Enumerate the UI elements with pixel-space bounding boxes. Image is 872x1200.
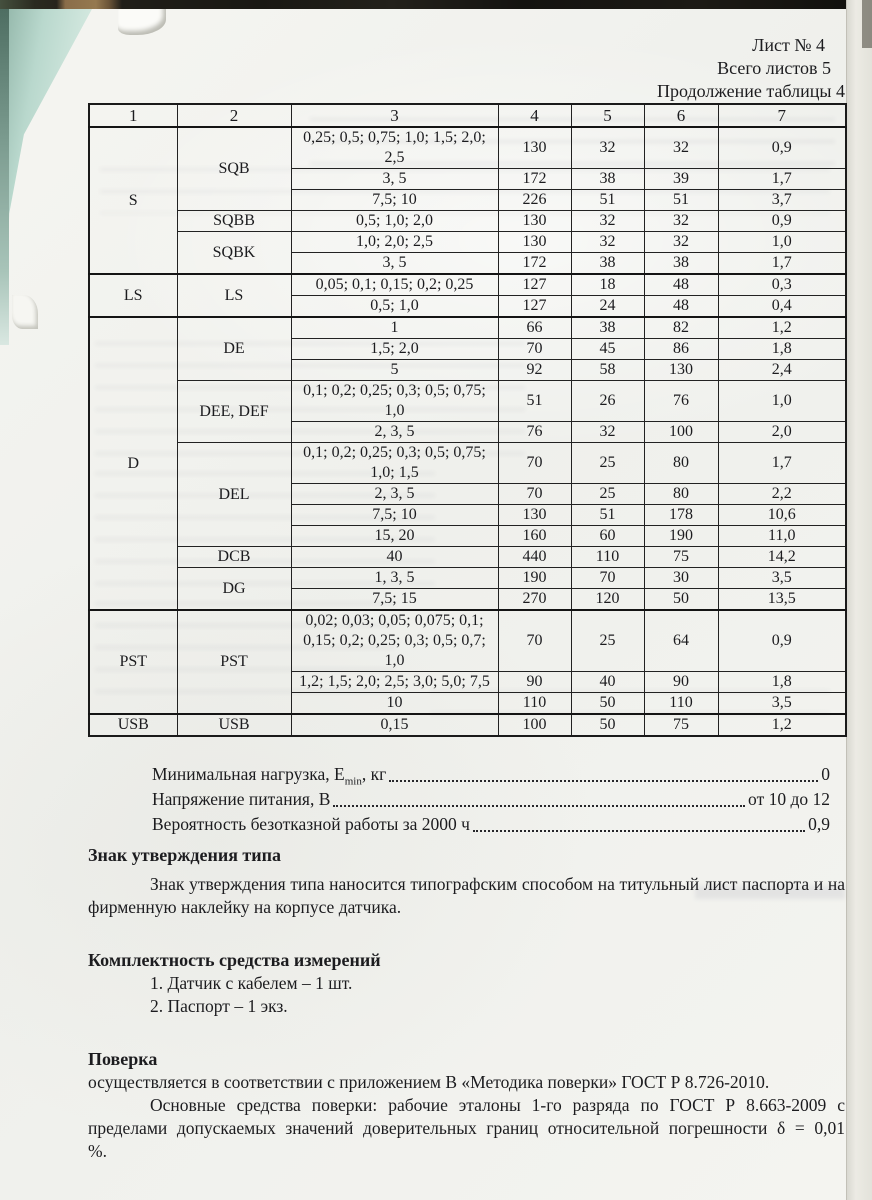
value-cell: 100	[644, 422, 718, 443]
value-cell: 130	[498, 211, 571, 232]
column-header: 7	[718, 104, 846, 127]
value-cell: 25	[571, 443, 644, 484]
value-cell: 75	[644, 714, 718, 736]
scanner-background-left-band	[0, 9, 9, 345]
value-cell: 92	[498, 360, 571, 381]
value-cell: 120	[571, 589, 644, 611]
table-row	[89, 610, 846, 672]
value-cell: 110	[644, 693, 718, 715]
load-range-cell: 2, 3, 5	[291, 422, 498, 443]
value-cell: 18	[571, 274, 644, 296]
spec-line	[152, 812, 830, 837]
value-cell: 38	[571, 253, 644, 275]
table-row	[89, 317, 846, 339]
dotted-leader	[333, 805, 745, 807]
model-label-cell: DEE, DEF	[177, 381, 291, 443]
value-cell: 3,5	[718, 568, 846, 589]
value-cell: 1,0	[718, 232, 846, 253]
verification-paragraph-1: осуществляется в соответствии с приложением В «Методика поверки» ГОСТ Р 8.726-2010.	[88, 1072, 770, 1092]
table-row	[89, 381, 846, 422]
scanner-edge-top	[0, 0, 872, 9]
value-cell: 70	[498, 610, 571, 672]
value-cell: 66	[498, 317, 571, 339]
value-cell: 1,7	[718, 169, 846, 190]
model-label-cell: PST	[177, 610, 291, 714]
value-cell: 48	[644, 274, 718, 296]
model-label-cell: DEL	[177, 443, 291, 547]
value-cell: 130	[498, 505, 571, 526]
spec-value: 0,9	[808, 814, 830, 834]
group-label-cell: USB	[89, 714, 177, 736]
spec-label: Минимальная нагрузка, $E_{min}$, кг	[152, 764, 387, 788]
value-cell: 70	[498, 339, 571, 360]
sheet-header	[88, 34, 845, 103]
load-range-cell: 7,5; 10	[291, 505, 498, 526]
value-cell: 32	[644, 211, 718, 232]
value-cell: 64	[644, 610, 718, 672]
value-cell: 32	[571, 211, 644, 232]
value-cell: 48	[644, 296, 718, 318]
value-cell: 26	[571, 381, 644, 422]
value-cell: 38	[644, 253, 718, 275]
value-cell: 80	[644, 484, 718, 505]
sheet-number-label: Лист № 4	[752, 35, 825, 55]
load-range-cell: 1, 3, 5	[291, 568, 498, 589]
value-cell: 32	[571, 422, 644, 443]
load-range-cell: 0,15	[291, 714, 498, 736]
value-cell: 24	[571, 296, 644, 318]
value-cell: 1,7	[718, 253, 846, 275]
column-header: 1	[89, 104, 177, 127]
spec-leader-lines	[152, 762, 830, 837]
underlying-page-edge	[846, 0, 872, 1200]
model-label-cell: SQBB	[177, 211, 291, 232]
value-cell: 50	[644, 589, 718, 611]
value-cell: 2,0	[718, 422, 846, 443]
paper-fold-curl-top	[118, 9, 166, 35]
model-label-cell: DG	[177, 568, 291, 611]
value-cell: 160	[498, 526, 571, 547]
completeness-item-2: 2. Паспорт – 1 экз.	[150, 996, 288, 1016]
value-cell: 60	[571, 526, 644, 547]
load-range-cell: 0,1; 0,2; 0,25; 0,3; 0,5; 0,75; 1,0; 1,5	[291, 443, 498, 484]
value-cell: 127	[498, 296, 571, 318]
section-title-completeness: Комплектность средства измерений	[88, 950, 381, 970]
value-cell: 38	[571, 317, 644, 339]
value-cell: 1,8	[718, 672, 846, 693]
text-sections	[88, 843, 845, 1163]
model-label-cell: DCB	[177, 547, 291, 568]
value-cell: 100	[498, 714, 571, 736]
value-cell: 50	[571, 693, 644, 715]
value-cell: 2,2	[718, 484, 846, 505]
load-range-cell: 10	[291, 693, 498, 715]
load-range-cell: 0,25; 0,5; 0,75; 1,0; 1,5; 2,0; 2,5	[291, 127, 498, 169]
dotted-leader	[389, 780, 818, 782]
group-label-cell: S	[89, 127, 177, 274]
column-header: 6	[644, 104, 718, 127]
value-cell: 0,4	[718, 296, 846, 318]
value-cell: 2,4	[718, 360, 846, 381]
value-cell: 45	[571, 339, 644, 360]
value-cell: 32	[644, 232, 718, 253]
table-row	[89, 714, 846, 736]
model-label-cell: DE	[177, 317, 291, 381]
value-cell: 80	[644, 443, 718, 484]
value-cell: 51	[644, 190, 718, 211]
table-row	[89, 211, 846, 232]
model-label-cell: SQB	[177, 127, 291, 211]
table-row	[89, 568, 846, 589]
spec-line	[152, 762, 830, 787]
table-row	[89, 443, 846, 484]
value-cell: 25	[571, 484, 644, 505]
load-range-cell: 2, 3, 5	[291, 484, 498, 505]
value-cell: 50	[571, 714, 644, 736]
load-range-cell: 0,5; 1,0; 2,0	[291, 211, 498, 232]
load-range-cell: 0,1; 0,2; 0,25; 0,3; 0,5; 0,75; 1,0	[291, 381, 498, 422]
load-range-cell: 1,0; 2,0; 2,5	[291, 232, 498, 253]
value-cell: 51	[571, 190, 644, 211]
value-cell: 0,9	[718, 211, 846, 232]
value-cell: 32	[644, 127, 718, 169]
load-range-cell: 1,2; 1,5; 2,0; 2,5; 3,0; 5,0; 7,5	[291, 672, 498, 693]
load-range-cell: 5	[291, 360, 498, 381]
value-cell: 32	[571, 232, 644, 253]
value-cell: 3,7	[718, 190, 846, 211]
value-cell: 10,6	[718, 505, 846, 526]
value-cell: 1,7	[718, 443, 846, 484]
table-row	[89, 547, 846, 568]
value-cell: 178	[644, 505, 718, 526]
section-title-verification: Поверка	[88, 1049, 158, 1069]
value-cell: 130	[498, 127, 571, 169]
column-header: 4	[498, 104, 571, 127]
value-cell: 14,2	[718, 547, 846, 568]
value-cell: 51	[498, 381, 571, 422]
spec-label: Напряжение питания, В	[152, 789, 331, 809]
value-cell: 11,0	[718, 526, 846, 547]
table-row	[89, 274, 846, 296]
value-cell: 1,8	[718, 339, 846, 360]
load-range-cell: 3, 5	[291, 169, 498, 190]
spec-value: от 10 до 12	[748, 789, 830, 809]
spec-label: Вероятность безотказной работы за 2000 ч	[152, 814, 470, 834]
value-cell: 0,3	[718, 274, 846, 296]
value-cell: 110	[571, 547, 644, 568]
value-cell: 82	[644, 317, 718, 339]
load-range-cell: 0,02; 0,03; 0,05; 0,075; 0,1; 0,15; 0,2; 0,25; 0,3; 0,5; 0,7; 1,0	[291, 610, 498, 672]
value-cell: 1,0	[718, 381, 846, 422]
value-cell: 1,2	[718, 714, 846, 736]
value-cell: 32	[571, 127, 644, 169]
section-title-type-approval-mark: Знак утверждения типа	[88, 845, 282, 865]
completeness-item-1: 1. Датчик с кабелем – 1 шт.	[150, 973, 353, 993]
model-label-cell: LS	[177, 274, 291, 317]
load-range-cell: 1	[291, 317, 498, 339]
model-label-cell: USB	[177, 714, 291, 736]
value-cell: 76	[644, 381, 718, 422]
load-range-cell: 1,5; 2,0	[291, 339, 498, 360]
value-cell: 38	[571, 169, 644, 190]
value-cell: 70	[498, 484, 571, 505]
value-cell: 76	[498, 422, 571, 443]
verification-paragraph-2: Основные средства поверки: рабочие эталоны 1-го разряда по ГОСТ Р 8.663-2009 с пределами допускаемых значений доверительных границ относительной погрешности δ = 0,01 %.	[88, 1095, 845, 1161]
value-cell: 39	[644, 169, 718, 190]
load-range-cell: 15, 20	[291, 526, 498, 547]
scanner-background-corner	[0, 9, 92, 339]
value-cell: 40	[571, 672, 644, 693]
dotted-leader	[473, 830, 805, 832]
value-cell: 0,9	[718, 127, 846, 169]
load-range-cell: 40	[291, 547, 498, 568]
spec-line	[152, 787, 830, 812]
group-label-cell: LS	[89, 274, 177, 317]
spec-value: 0	[821, 764, 830, 784]
underlying-page-edge-shadow	[862, 0, 872, 48]
value-cell: 25	[571, 610, 644, 672]
value-cell: 130	[498, 232, 571, 253]
value-cell: 190	[644, 526, 718, 547]
value-cell: 70	[571, 568, 644, 589]
value-cell: 190	[498, 568, 571, 589]
load-range-cell: 0,05; 0,1; 0,15; 0,2; 0,25	[291, 274, 498, 296]
sheet-total-label: Всего листов 5	[717, 58, 831, 78]
value-cell: 270	[498, 589, 571, 611]
group-label-cell: PST	[89, 610, 177, 714]
value-cell: 172	[498, 169, 571, 190]
table-row	[89, 127, 846, 169]
table-row	[89, 232, 846, 253]
value-cell: 90	[498, 672, 571, 693]
value-cell: 58	[571, 360, 644, 381]
value-cell: 440	[498, 547, 571, 568]
value-cell: 0,9	[718, 610, 846, 672]
type-approval-mark-paragraph: Знак утверждения типа наносится типографским способом на титульный лист паспорта и на фирменную наклейку на корпусе датчика.	[88, 874, 845, 917]
table-continuation-label: Продолжение таблицы 4	[657, 81, 845, 101]
load-range-cell: 7,5; 10	[291, 190, 498, 211]
value-cell: 127	[498, 274, 571, 296]
value-cell: 86	[644, 339, 718, 360]
value-cell: 226	[498, 190, 571, 211]
load-range-cell: 3, 5	[291, 253, 498, 275]
specifications-table	[88, 103, 847, 737]
model-label-cell: SQBK	[177, 232, 291, 275]
value-cell: 1,2	[718, 317, 846, 339]
value-cell: 13,5	[718, 589, 846, 611]
load-range-cell: 0,5; 1,0	[291, 296, 498, 318]
value-cell: 51	[571, 505, 644, 526]
value-cell: 75	[644, 547, 718, 568]
column-header: 2	[177, 104, 291, 127]
column-header: 3	[291, 104, 498, 127]
load-range-cell: 7,5; 15	[291, 589, 498, 611]
value-cell: 172	[498, 253, 571, 275]
value-cell: 130	[644, 360, 718, 381]
paper-fold-curl-left	[12, 295, 38, 329]
value-cell: 90	[644, 672, 718, 693]
table-header-row	[89, 104, 846, 127]
group-label-cell: D	[89, 317, 177, 610]
value-cell: 70	[498, 443, 571, 484]
value-cell: 30	[644, 568, 718, 589]
value-cell: 110	[498, 693, 571, 715]
value-cell: 3,5	[718, 693, 846, 715]
column-header: 5	[571, 104, 644, 127]
